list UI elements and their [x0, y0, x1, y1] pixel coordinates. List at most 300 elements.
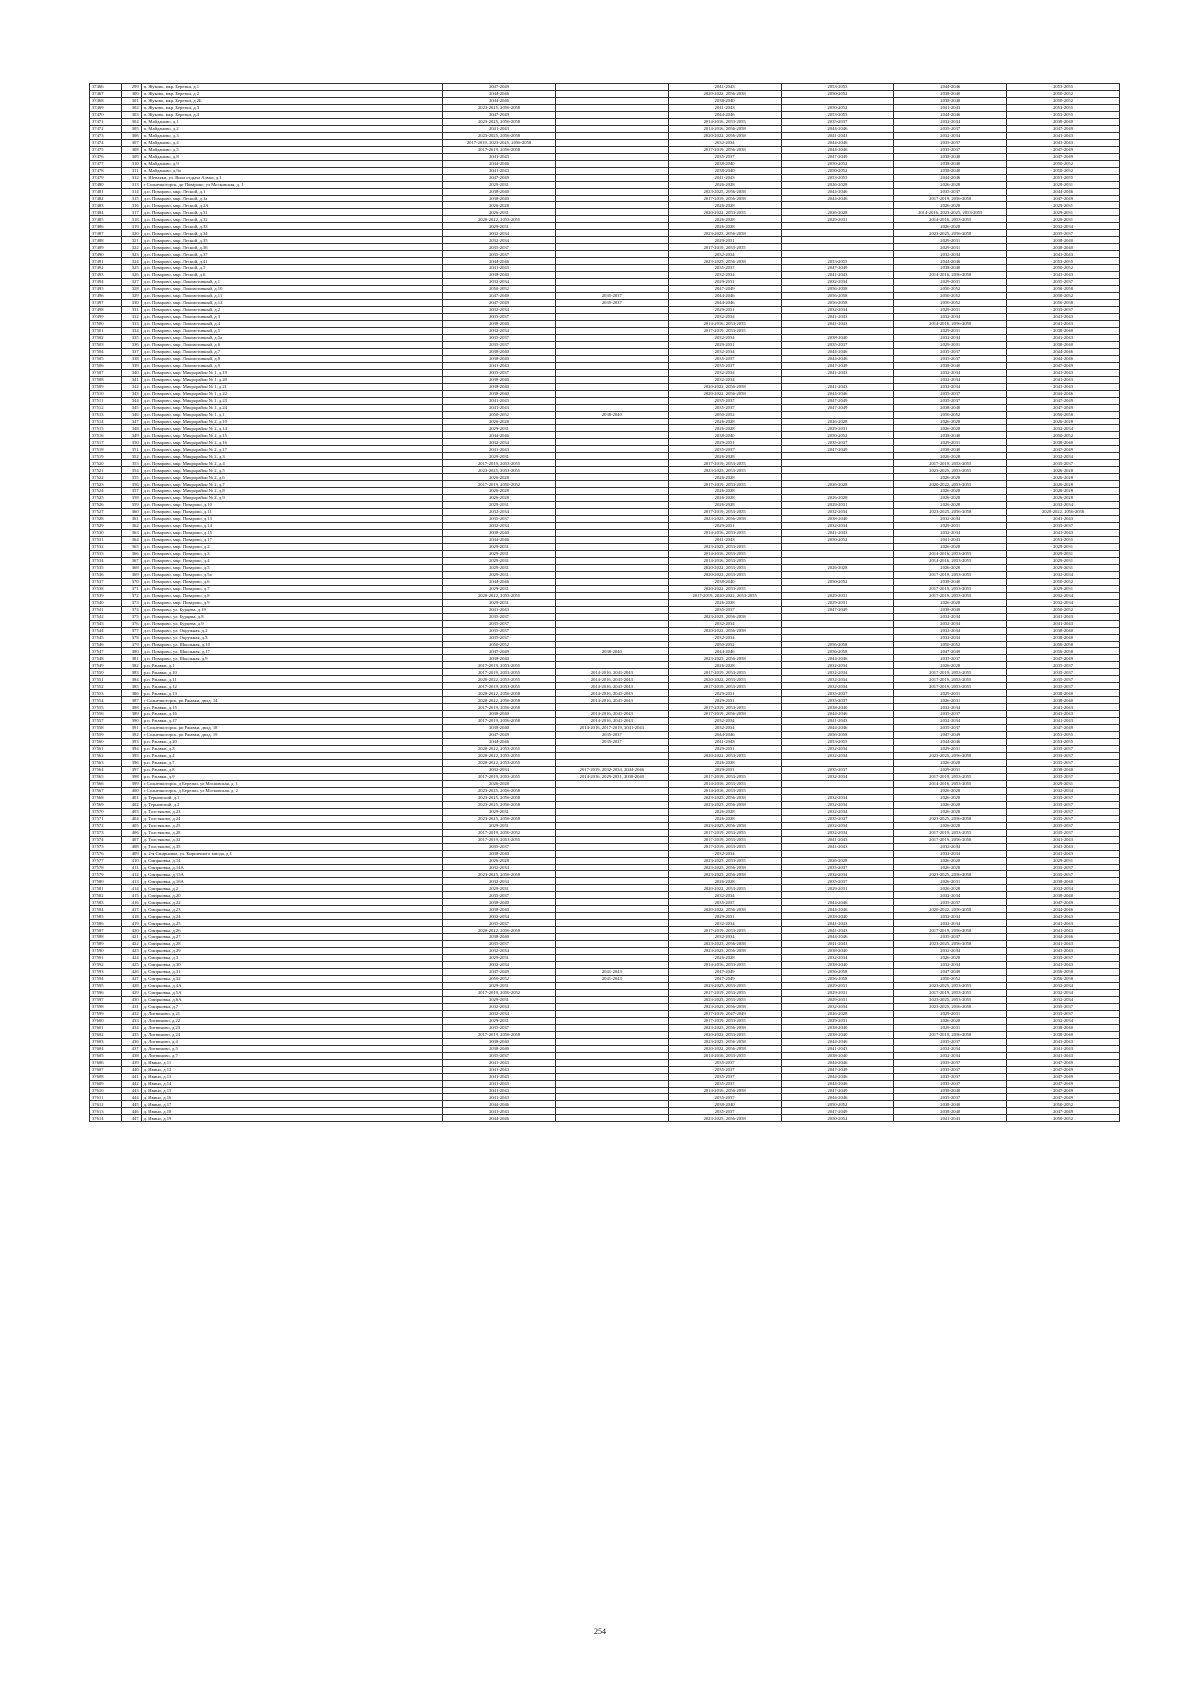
- period-cell: 2044-2046: [781, 899, 894, 906]
- period-cell: 2035-2037: [781, 118, 894, 125]
- period-cell: [781, 327, 894, 334]
- period-cell: [555, 996, 668, 1003]
- period-cell: 2032-2034: [443, 307, 556, 314]
- period-cell: 2029-2031: [1007, 780, 1120, 787]
- period-cell: 2029-2031: [1007, 557, 1120, 564]
- period-cell: 2020-2022, 2056-2058: [668, 1045, 781, 1052]
- table-row: [90, 425, 1120, 432]
- address-cell: п. Майданово, д.3: [141, 132, 443, 139]
- row-number-cell: 311: [121, 167, 141, 174]
- period-cell: 2041-2043: [781, 1045, 894, 1052]
- row-id-cell: 37579: [90, 871, 122, 878]
- period-cell: 2044-2046: [443, 90, 556, 97]
- period-cell: 2032-2034: [894, 920, 1007, 927]
- period-cell: 2026-2028: [894, 955, 1007, 962]
- row-id-cell: 37522: [90, 474, 122, 481]
- period-cell: 2017-2019, 2053-2055: [668, 683, 781, 690]
- row-id-cell: 37481: [90, 188, 122, 195]
- period-cell: 2032-2034: [668, 334, 781, 341]
- table-row: [90, 969, 1120, 976]
- period-cell: 2047-2049: [1007, 1073, 1120, 1080]
- period-cell: 2026-2028: [894, 474, 1007, 481]
- period-cell: 2041-2043: [443, 1073, 556, 1080]
- row-id-cell: 37562: [90, 753, 122, 760]
- row-id-cell: 37556: [90, 711, 122, 718]
- period-cell: 2017-2019, 2050-2052: [443, 829, 556, 836]
- period-cell: 2017-2019, 2053-2055: [443, 683, 556, 690]
- row-number-cell: 322: [121, 244, 141, 251]
- period-cell: 2053-2055: [1007, 84, 1120, 91]
- period-cell: 2044-2046: [894, 739, 1007, 746]
- period-cell: 2035-2037: [1007, 1010, 1120, 1017]
- period-cell: 2017-2019, 2056-2058: [668, 146, 781, 153]
- address-cell: д.п. Поварово, мкр. Микрорайон № 1, д.1: [141, 411, 443, 418]
- period-cell: 2032-2034: [443, 1010, 556, 1017]
- period-cell: 2047-2049: [443, 732, 556, 739]
- period-cell: [781, 230, 894, 237]
- row-id-cell: 37512: [90, 404, 122, 411]
- period-cell: 2032-2034: [1007, 1017, 1120, 1024]
- period-cell: 2026-2028: [443, 202, 556, 209]
- period-cell: 2041-2043: [1007, 272, 1120, 279]
- period-cell: 2032-2034: [781, 523, 894, 530]
- period-cell: 2035-2037: [668, 1073, 781, 1080]
- row-id-cell: 37603: [90, 1038, 122, 1045]
- period-cell: 2023-2025, 2056-2058: [894, 753, 1007, 760]
- period-cell: 2041-2043: [668, 536, 781, 543]
- address-cell: д.п. Поварово, мкр. Локомотивный, д.11: [141, 293, 443, 300]
- period-cell: 2032-2034: [668, 725, 781, 732]
- table-row: [90, 1045, 1120, 1052]
- period-cell: 2041-2043: [1007, 948, 1120, 955]
- period-cell: 2029-2031: [443, 543, 556, 550]
- period-cell: 2035-2037: [668, 404, 781, 411]
- period-cell: 2035-2037: [781, 815, 894, 822]
- row-number-cell: 363: [121, 530, 141, 537]
- period-cell: 2035-2037: [781, 697, 894, 704]
- period-cell: 2035-2037: [555, 293, 668, 300]
- period-cell: 2047-2049: [894, 648, 1007, 655]
- address-cell: д. Ивино, д.14: [141, 1080, 443, 1087]
- address-cell: д.п. Поварово, мкр. Микрорайон № 2, д.7: [141, 481, 443, 488]
- address-cell: д.п. Поварово, мкр. Лесной, д.1а: [141, 195, 443, 202]
- period-cell: [555, 1059, 668, 1066]
- period-cell: [555, 160, 668, 167]
- period-cell: 2023-2025, 2056-2058: [443, 104, 556, 111]
- period-cell: 2020-2022, 2053-2055: [668, 209, 781, 216]
- period-cell: [555, 850, 668, 857]
- row-number-cell: 302: [121, 104, 141, 111]
- period-cell: 2032-2034: [894, 948, 1007, 955]
- period-cell: 2026-2028: [781, 495, 894, 502]
- period-cell: 2038-2040: [443, 376, 556, 383]
- period-cell: 2026-2028: [894, 425, 1007, 432]
- period-cell: 2014-2016, 2029-2031, 2038-2040: [555, 773, 668, 780]
- period-cell: 2032-2034: [443, 439, 556, 446]
- row-id-cell: 37551: [90, 676, 122, 683]
- period-cell: [555, 1024, 668, 1031]
- period-cell: 2038-2040: [894, 1101, 1007, 1108]
- period-cell: 2050-2052: [1007, 265, 1120, 272]
- row-number-cell: 346: [121, 411, 141, 418]
- period-cell: 2032-2034: [668, 634, 781, 641]
- period-cell: 2026-2028: [668, 599, 781, 606]
- address-cell: д.п. Поварово, мкр. Микрорайон № 2, д.16: [141, 439, 443, 446]
- period-cell: 2017-2019, 2053-2055: [443, 669, 556, 676]
- period-cell: 2026-2028: [781, 481, 894, 488]
- table-row: [90, 1017, 1120, 1024]
- period-cell: 2026-2028: [894, 543, 1007, 550]
- period-cell: 2032-2034: [443, 1003, 556, 1010]
- row-id-cell: 37466: [90, 84, 122, 91]
- period-cell: 2041-2043: [1007, 369, 1120, 376]
- period-cell: [555, 272, 668, 279]
- row-id-cell: 37604: [90, 1045, 122, 1052]
- address-cell: д.п. Поварово, мкр. Локомотивный, д.9: [141, 362, 443, 369]
- address-cell: д.п. Поварово, мкр. Лесной, д.35: [141, 237, 443, 244]
- period-cell: 2026-2028: [894, 857, 1007, 864]
- row-number-cell: 361: [121, 516, 141, 523]
- row-id-cell: 37544: [90, 627, 122, 634]
- address-cell: д. Толстяково, д.24: [141, 815, 443, 822]
- period-cell: 2020-2022, 2053-2055: [668, 885, 781, 892]
- table-row: [90, 195, 1120, 202]
- period-cell: 2047-2049: [668, 969, 781, 976]
- period-cell: 2017-2019, 2056-2058: [668, 711, 781, 718]
- address-cell: д. Смирновка, д.2: [141, 885, 443, 892]
- table-row: [90, 432, 1120, 439]
- period-cell: 2041-2043: [443, 1108, 556, 1115]
- period-cell: 2032-2034: [1007, 223, 1120, 230]
- period-cell: 2029-2031: [443, 453, 556, 460]
- period-cell: 2029-2031: [668, 690, 781, 697]
- address-cell: д.п. Поварово, мкр. Локомотивный, д.6: [141, 341, 443, 348]
- period-cell: 2032-2034: [781, 509, 894, 516]
- row-number-cell: 415: [121, 892, 141, 899]
- row-number-cell: 356: [121, 481, 141, 488]
- period-cell: 2035-2037: [443, 251, 556, 258]
- address-cell: п. Жуково, мкр. Березки, д.4: [141, 111, 443, 118]
- row-id-cell: 37609: [90, 1080, 122, 1087]
- period-cell: 2035-2037: [894, 934, 1007, 941]
- table-row: [90, 453, 1120, 460]
- table-row: [90, 648, 1120, 655]
- period-cell: [555, 125, 668, 132]
- row-number-cell: 382: [121, 662, 141, 669]
- period-cell: 2047-2049: [443, 84, 556, 91]
- period-cell: 2035-2037: [443, 627, 556, 634]
- period-cell: 2029-2031: [668, 746, 781, 753]
- row-id-cell: 37599: [90, 1010, 122, 1017]
- period-cell: 2041-2043: [781, 941, 894, 948]
- period-cell: [555, 446, 668, 453]
- period-cell: [555, 237, 668, 244]
- period-cell: 2029-2031: [781, 982, 894, 989]
- row-id-cell: 37590: [90, 948, 122, 955]
- period-cell: 2038-2040: [1007, 690, 1120, 697]
- table-row: [90, 836, 1120, 843]
- row-id-cell: 37506: [90, 362, 122, 369]
- period-cell: 2053-2055: [781, 739, 894, 746]
- period-cell: 2041-2043: [1007, 1038, 1120, 1045]
- period-cell: 2035-2037: [1007, 864, 1120, 871]
- table-row: [90, 857, 1120, 864]
- period-cell: 2044-2046: [781, 934, 894, 941]
- address-cell: д.п. Поварово, мкр. Микрорайон № 2, д.14: [141, 425, 443, 432]
- period-cell: 2053-2055: [781, 258, 894, 265]
- period-cell: 2014-2016, 2053-2055: [894, 557, 1007, 564]
- address-cell: д.п. Поварово, ул. Окружная, д.3: [141, 634, 443, 641]
- period-cell: 2041-2043: [443, 167, 556, 174]
- row-id-cell: 37521: [90, 467, 122, 474]
- period-cell: 2044-2046: [781, 125, 894, 132]
- row-number-cell: 443: [121, 1087, 141, 1094]
- row-id-cell: 37529: [90, 523, 122, 530]
- period-cell: 2026-2028: [781, 209, 894, 216]
- period-cell: 2026-2028: [668, 502, 781, 509]
- period-cell: 2032-2034: [781, 753, 894, 760]
- period-cell: 2032-2034: [1007, 982, 1120, 989]
- period-cell: 2056-2058: [1007, 969, 1120, 976]
- period-cell: [555, 209, 668, 216]
- period-cell: 2032-2034: [894, 913, 1007, 920]
- period-cell: [555, 843, 668, 850]
- period-cell: 2044-2046: [668, 293, 781, 300]
- period-cell: 2044-2046: [1007, 188, 1120, 195]
- row-id-cell: 37483: [90, 202, 122, 209]
- table-row: [90, 815, 1120, 822]
- period-cell: 2017-2019, 2053-2055: [668, 669, 781, 676]
- period-cell: [555, 376, 668, 383]
- address-cell: д.п. Поварово, ул. Школьная, д.9: [141, 655, 443, 662]
- period-cell: 2041-2043: [443, 362, 556, 369]
- period-cell: 2056-2058: [781, 641, 894, 648]
- row-id-cell: 37578: [90, 864, 122, 871]
- period-cell: [555, 780, 668, 787]
- table-row: [90, 592, 1120, 599]
- period-cell: 2026-2028: [781, 564, 894, 571]
- row-id-cell: 37467: [90, 90, 122, 97]
- address-cell: д.п. Поварово, мкр. Поварово, д.17: [141, 536, 443, 543]
- period-cell: 2053-2055: [1007, 739, 1120, 746]
- address-cell: д. Смирновка, д.24: [141, 913, 443, 920]
- period-cell: 2041-2043: [1007, 850, 1120, 857]
- row-id-cell: 37596: [90, 989, 122, 996]
- address-cell: г Солнечногорск, рп Ржавки, двлд. 19: [141, 732, 443, 739]
- period-cell: 2032-2034: [668, 348, 781, 355]
- period-cell: 2053-2055: [1007, 732, 1120, 739]
- period-cell: 2026-2028: [894, 453, 1007, 460]
- row-id-cell: 37586: [90, 920, 122, 927]
- period-cell: 2047-2049: [1007, 1080, 1120, 1087]
- row-number-cell: 300: [121, 90, 141, 97]
- table-row: [90, 125, 1120, 132]
- period-cell: 2023-2025, 2056-2058: [668, 941, 781, 948]
- period-cell: 2035-2037: [894, 125, 1007, 132]
- period-cell: 2017-2019, 2056-2058: [668, 195, 781, 202]
- row-number-cell: 370: [121, 578, 141, 585]
- row-id-cell: 37563: [90, 759, 122, 766]
- period-cell: 2044-2046: [443, 578, 556, 585]
- period-cell: 2017-2019, 2053-2055: [668, 509, 781, 516]
- period-cell: [555, 251, 668, 258]
- table-row: [90, 885, 1120, 892]
- period-cell: 2029-2031: [443, 571, 556, 578]
- table-row: [90, 864, 1120, 871]
- row-id-cell: 37613: [90, 1108, 122, 1115]
- period-cell: 2050-2052: [781, 1115, 894, 1122]
- row-number-cell: 357: [121, 488, 141, 495]
- row-id-cell: 37488: [90, 237, 122, 244]
- row-number-cell: 392: [121, 732, 141, 739]
- address-cell: д.п. Поварово, мкр. Лесной, д.36: [141, 244, 443, 251]
- table-row: [90, 202, 1120, 209]
- table-row: [90, 564, 1120, 571]
- table-row: [90, 1003, 1120, 1010]
- row-number-cell: 416: [121, 899, 141, 906]
- period-cell: 2029-2031: [781, 425, 894, 432]
- row-id-cell: 37508: [90, 376, 122, 383]
- period-cell: 2041-2043: [1007, 941, 1120, 948]
- period-cell: 2023-2025, 2056-2058: [668, 1038, 781, 1045]
- period-cell: 2041-2043: [443, 1059, 556, 1066]
- row-number-cell: 384: [121, 676, 141, 683]
- row-id-cell: 37589: [90, 941, 122, 948]
- table-row: [90, 1094, 1120, 1101]
- period-cell: 2026-2028: [894, 662, 1007, 669]
- period-cell: 2041-2043: [1007, 913, 1120, 920]
- period-cell: [555, 139, 668, 146]
- row-number-cell: 430: [121, 996, 141, 1003]
- row-number-cell: 433: [121, 1017, 141, 1024]
- row-id-cell: 37591: [90, 955, 122, 962]
- address-cell: д.п. Поварово, мкр. Поварово, д.7: [141, 585, 443, 592]
- row-number-cell: 379: [121, 641, 141, 648]
- period-cell: 2014-2016, 2041-2043: [555, 676, 668, 683]
- period-cell: 2047-2049: [1007, 125, 1120, 132]
- period-cell: 2050-2052: [1007, 606, 1120, 613]
- period-cell: 2017-2019, 2050-2052: [443, 481, 556, 488]
- table-row: [90, 509, 1120, 516]
- period-cell: 2029-2031: [443, 1017, 556, 1024]
- row-id-cell: 37515: [90, 425, 122, 432]
- period-cell: 2017-2019, 2053-2055: [668, 327, 781, 334]
- period-cell: 2032-2034: [443, 878, 556, 885]
- address-cell: д. Смирновка, д.7: [141, 1003, 443, 1010]
- period-cell: 2041-2043: [1007, 1045, 1120, 1052]
- period-cell: 2029-2031: [781, 592, 894, 599]
- address-cell: д.п. Поварово, мкр. Микрорайон № 2, д.4: [141, 460, 443, 467]
- table-row: [90, 523, 1120, 530]
- table-row: [90, 293, 1120, 300]
- period-cell: 2035-2037: [443, 613, 556, 620]
- table-row: [90, 160, 1120, 167]
- period-cell: 2047-2049: [781, 153, 894, 160]
- row-number-cell: 441: [121, 1073, 141, 1080]
- row-number-cell: 332: [121, 313, 141, 320]
- table-row: [90, 920, 1120, 927]
- row-id-cell: 37553: [90, 690, 122, 697]
- row-number-cell: 314: [121, 188, 141, 195]
- period-cell: 2044-2046: [781, 1059, 894, 1066]
- period-cell: 2038-2040: [443, 188, 556, 195]
- address-cell: г Солнечногорск, дп Поварово, ул Московская, д. 1: [141, 181, 443, 188]
- period-cell: 2014-2016, 2041-2043: [555, 669, 668, 676]
- period-cell: 2032-2034: [1007, 885, 1120, 892]
- address-cell: п. Майданово, д.8: [141, 153, 443, 160]
- period-cell: 2029-2031: [1007, 857, 1120, 864]
- repair-schedule-table: [89, 83, 1120, 1122]
- table-row: [90, 899, 1120, 906]
- table-row: [90, 188, 1120, 195]
- period-cell: 2041-2043: [1007, 927, 1120, 934]
- row-number-cell: 344: [121, 397, 141, 404]
- row-id-cell: 37572: [90, 822, 122, 829]
- address-cell: д. Толстяково, д.28: [141, 829, 443, 836]
- table-row: [90, 829, 1120, 836]
- period-cell: [555, 794, 668, 801]
- period-cell: 2050-2052: [781, 160, 894, 167]
- period-cell: 2041-2043: [668, 84, 781, 91]
- period-cell: 2044-2046: [443, 536, 556, 543]
- period-cell: 2041-2043: [781, 927, 894, 934]
- period-cell: 2047-2049: [1007, 362, 1120, 369]
- period-cell: 2038-2040: [1007, 439, 1120, 446]
- period-cell: 2029-2031: [443, 223, 556, 230]
- row-id-cell: 37566: [90, 780, 122, 787]
- period-cell: 2044-2046: [781, 725, 894, 732]
- address-cell: д.п. Поварово, мкр. Лесной, д.6: [141, 272, 443, 279]
- period-cell: 2053-2055: [1007, 258, 1120, 265]
- row-id-cell: 37475: [90, 146, 122, 153]
- row-number-cell: 310: [121, 160, 141, 167]
- table-row: [90, 286, 1120, 293]
- row-number-cell: 399: [121, 780, 141, 787]
- period-cell: 2032-2034: [1007, 599, 1120, 606]
- address-cell: д. Смирновка, д.4А: [141, 982, 443, 989]
- row-number-cell: 445: [121, 1101, 141, 1108]
- period-cell: [555, 167, 668, 174]
- address-cell: д.п. Поварово, мкр. Локомотивный, д.4: [141, 320, 443, 327]
- row-id-cell: 37610: [90, 1087, 122, 1094]
- period-cell: 2026-2028: [668, 815, 781, 822]
- period-cell: [555, 1115, 668, 1122]
- table-row: [90, 90, 1120, 97]
- row-number-cell: 438: [121, 1052, 141, 1059]
- row-id-cell: 37612: [90, 1101, 122, 1108]
- row-id-cell: 37482: [90, 195, 122, 202]
- period-cell: 2038-2040: [894, 160, 1007, 167]
- period-cell: 2023-2025, 2056-2058: [668, 655, 781, 662]
- row-number-cell: 306: [121, 132, 141, 139]
- row-id-cell: 37470: [90, 111, 122, 118]
- period-cell: [781, 571, 894, 578]
- row-id-cell: 37468: [90, 97, 122, 104]
- table-row: [90, 989, 1120, 996]
- period-cell: 2041-2043: [668, 174, 781, 181]
- address-cell: д.п. Поварово, мкр. Лесной, д.32: [141, 216, 443, 223]
- period-cell: [555, 753, 668, 760]
- row-id-cell: 37502: [90, 334, 122, 341]
- table-row: [90, 627, 1120, 634]
- period-cell: 2038-2040: [668, 167, 781, 174]
- period-cell: [555, 864, 668, 871]
- period-cell: 2038-2040: [443, 272, 556, 279]
- address-cell: д.п. Поварово, мкр. Микрорайон № 1, д.19: [141, 369, 443, 376]
- period-cell: 2053-2055: [1007, 111, 1120, 118]
- period-cell: 2041-2043: [443, 397, 556, 404]
- period-cell: [555, 230, 668, 237]
